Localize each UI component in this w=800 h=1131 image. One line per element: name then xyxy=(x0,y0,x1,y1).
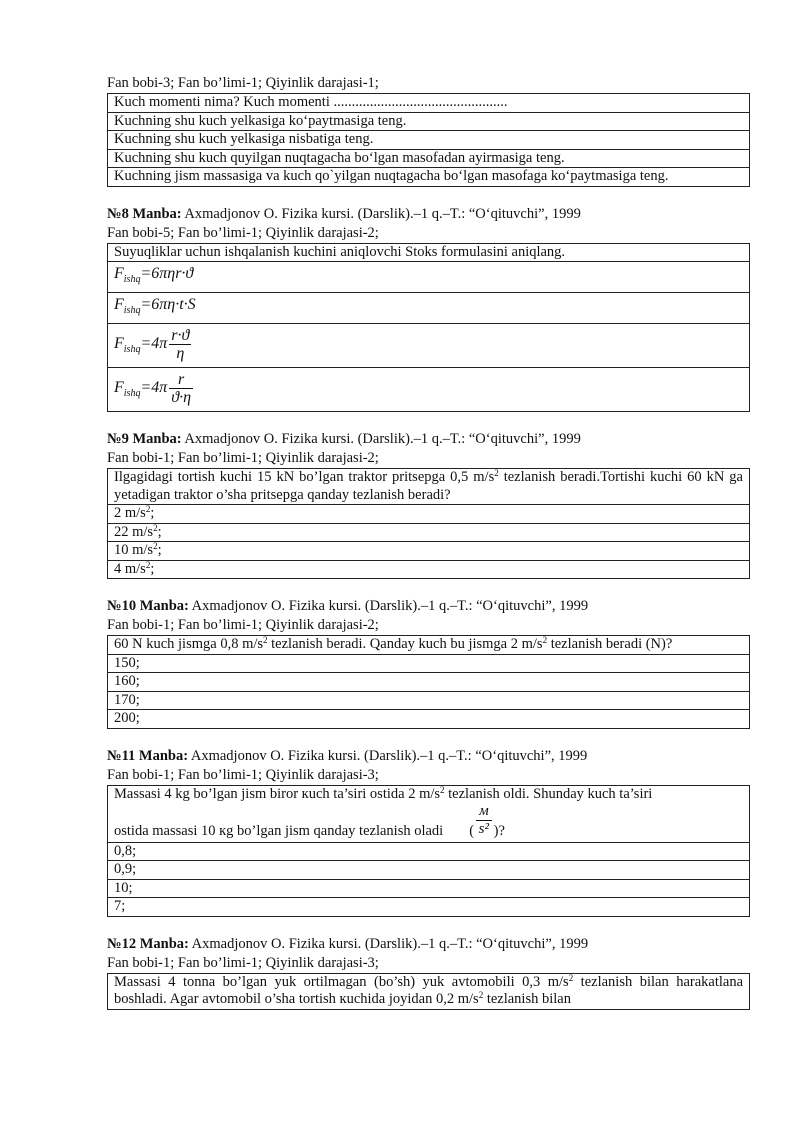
q8-answer-1: $F_{ishq}=6\pi\eta r\cdot ϑ$ xyxy=(108,262,750,293)
q10-source-line xyxy=(107,597,750,616)
q8-meta: Fan bobi-5; Fan bo’limi-1; Qiyinlik darajasi-2; xyxy=(107,224,379,241)
q8-number: №8 Manba: xyxy=(107,205,182,222)
q11-meta: Fan bobi-1; Fan bo’limi-1; Qiyinlik darajasi-3; xyxy=(107,766,379,783)
q8-table xyxy=(107,243,750,413)
test-page xyxy=(107,74,750,1010)
q7-answer-1: Kuchning shu kuch yelkasiga ko‘paytmasiga teng. xyxy=(108,112,750,131)
q9-answer-2: 22 $m/s^2$; xyxy=(108,523,750,542)
q11-answer-2: 0,9; xyxy=(108,861,750,880)
q12-number: №12 Manba: xyxy=(107,935,189,952)
q10-number: №10 Manba: xyxy=(107,598,189,614)
q11-table xyxy=(107,785,750,917)
q9-table xyxy=(107,468,750,579)
q9-source: Axmadjonov O. Fizika kursi. (Darslik).–1 q.–T.: “O‘qituvchi”, 1999 xyxy=(181,431,581,447)
q7-table xyxy=(107,93,750,187)
q12-source: Axmadjonov O. Fizika kursi. (Darslik).–1 q.–T.: “O‘qituvchi”, 1999 xyxy=(188,935,589,952)
q9-answer-3: 10 $m/s^2$; xyxy=(108,542,750,561)
q10-meta: Fan bobi-1; Fan bo’limi-1; Qiyinlik darajasi-2; xyxy=(107,617,379,633)
q11-question: Massasi 4 kg bo’lgan jism biror кuch ta’siri ostida 2 $m/s^2$ tezlanish oldi. Shunday kuch ta’siri ostida massasi 10 кg bo’lgan jism qanday tezlanish oladi ( м s² )? xyxy=(108,785,750,842)
q8-answer-4: $F_{ishq}=4\pi$ $\frac{r}{ϑ\cdot\eta}$ xyxy=(108,368,750,412)
q10-answer-3: 170; xyxy=(108,691,750,710)
q10-answer-2: 160; xyxy=(108,673,750,692)
q7-answer-4: Kuchning jism massasiga va kuch qo`yilgan nuqtagacha bo‘lgan masofaga ko‘paytmasiga teng. xyxy=(108,168,750,187)
q8-source-line xyxy=(107,205,750,224)
q11-answer-1: 0,8; xyxy=(108,842,750,861)
q9-meta: Fan bobi-1; Fan bo’limi-1; Qiyinlik darajasi-2; xyxy=(107,450,379,466)
q11-answer-4: 7; xyxy=(108,898,750,917)
q8-answer-3: $F_{ishq}=4\pi$ $\frac{r\cdot ϑ}{\eta}$ xyxy=(108,324,750,368)
q11-answer-3: 10; xyxy=(108,879,750,898)
q9-answer-1: 2 $m/s^2$; xyxy=(108,505,750,524)
q9-answer-4: 4 $m/s^2$; xyxy=(108,560,750,579)
q10-answer-1: 150; xyxy=(108,654,750,673)
q9-source-line xyxy=(107,430,750,449)
q8-source: Axmadjonov O. Fizika kursi. (Darslik).–1 q.–T.: “O‘qituvchi”, 1999 xyxy=(181,205,581,222)
q12-source-line xyxy=(107,935,750,954)
q9-number: №9 Manba: xyxy=(107,431,182,447)
q7-meta: Fan bobi-3; Fan bo’limi-1; Qiyinlik darajasi-1; xyxy=(107,75,379,91)
q10-answer-4: 200; xyxy=(108,710,750,729)
q10-table xyxy=(107,635,750,729)
q8-question: Suyuqliklar uchun ishqalanish kuchini aniqlovchi Stoks formulasini aniqlang. xyxy=(108,243,750,262)
q12-table xyxy=(107,973,750,1010)
q11-source-line xyxy=(107,747,750,766)
q11-source: Axmadjonov O. Fizika kursi. (Darslik).–1 q.–T.: “O‘qituvchi”, 1999 xyxy=(188,747,588,764)
q10-source: Axmadjonov O. Fizika kursi. (Darslik).–1 q.–T.: “O‘qituvchi”, 1999 xyxy=(188,598,589,614)
q8-answer-2: $F_{ishq}=6\pi\eta\cdot t\cdot S$ xyxy=(108,293,750,324)
q7-answer-3: Kuchning shu kuch quyilgan nuqtagacha bo‘lgan masofadan ayirmasiga teng. xyxy=(108,149,750,168)
q12-meta: Fan bobi-1; Fan bo’limi-1; Qiyinlik darajasi-3; xyxy=(107,954,379,971)
q7-question: Kuch momenti nima? Kuch momenti ................................................ xyxy=(108,94,750,113)
q9-question: Ilgagidagi tortish kuchi 15 kN bo’lgan traktor pritsepga 0,5 $m/s^2$ tezlanish beradi.Tortishi kuchi 60 kN ga yetadigan traktor o’sha pritsepga qanday tezlanish beradi? xyxy=(108,469,750,505)
q11-number: №11 Manba: xyxy=(107,747,189,764)
q12-question: Massasi 4 tonna bo’lgan yuk ortilmagan (bo’sh) yuk avtomobili 0,3 $m/s^2$ tezlanish bilan harakatlana boshladi. Agar avtomobil o’sha tortish кuchida joyidan 0,2 $m/s^2$ tezlanish bilan xyxy=(108,973,750,1009)
q10-question: 60 N kuch jismga 0,8 $m/s^2$ tezlanish beradi. Qanday kuch bu jismga 2 $m/s^2$ tezlanish beradi (N)? xyxy=(108,636,750,655)
q7-answer-2: Kuchning shu kuch yelkasiga nisbatiga teng. xyxy=(108,131,750,150)
